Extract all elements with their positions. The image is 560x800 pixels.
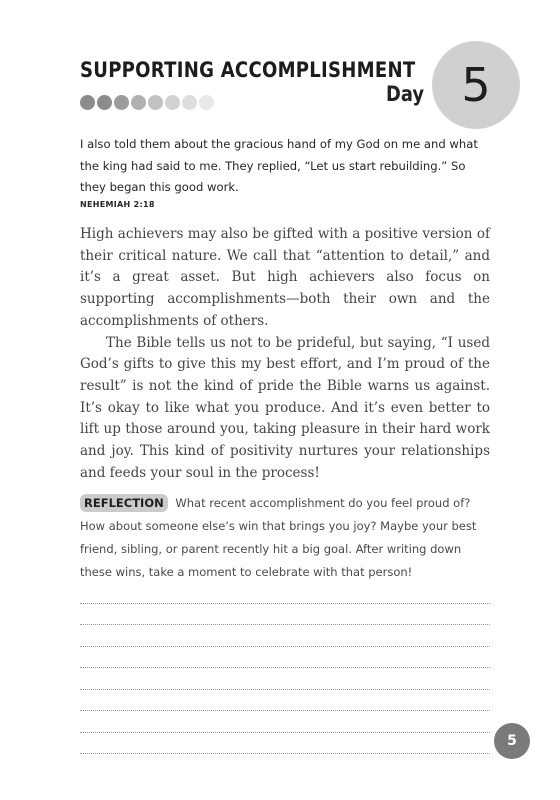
day-number: 5 (461, 58, 491, 112)
writing-line[interactable] (80, 647, 490, 669)
scripture-verse: I also told them about the gracious hand of my God on me and what the king had said to me. They replied, “Let us start rebuilding.” So they began this good work. (80, 137, 478, 194)
progress-dot (97, 95, 112, 110)
reflection-text: What recent accomplishment do you feel proud of? How about someone else’s win that brings you joy? Maybe your best friend, sibling, or parent recently hit a big goal. After writing down these wins, take a moment to celebrate with that person! (80, 496, 477, 579)
writing-line[interactable] (80, 690, 490, 712)
progress-dots (80, 95, 214, 110)
writing-line[interactable] (80, 733, 490, 755)
reflection-badge: REFLECTION (80, 494, 168, 512)
progress-dot (131, 95, 146, 110)
reflection-prompt (80, 492, 494, 584)
writing-line[interactable] (80, 582, 490, 604)
writing-line[interactable] (80, 668, 490, 690)
body-text (80, 224, 490, 484)
progress-dot (114, 95, 129, 110)
writing-line[interactable] (80, 625, 490, 647)
page-title: SUPPORTING ACCOMPLISHMENT (80, 58, 416, 82)
progress-dot (80, 95, 95, 110)
progress-dot (182, 95, 197, 110)
writing-lines[interactable] (80, 582, 490, 754)
progress-dot (199, 95, 214, 110)
progress-dot (165, 95, 180, 110)
page-number: 5 (494, 723, 530, 759)
day-label: Day (386, 82, 424, 106)
body-paragraph: High achievers may also be gifted with a positive version of their critical nature. We call that “attention to detail,” and it’s a great asset. But high achievers also focus on supporting accomplishments—both their own and the accomplishments of others. (80, 226, 490, 329)
scripture-reference: NEHEMIAH 2:18 (80, 200, 155, 209)
day-number-badge (432, 41, 520, 129)
body-paragraph: The Bible tells us not to be prideful, but saying, “I used God’s gifts to give this my best effort, and I’m proud of the result” is not the kind of pride the Bible warns us against. It’s okay to like what you produce. And it’s even better to lift up those around you, taking pleasure in their hard work and joy. This kind of positivity nurtures your relationships and feeds your soul in the process! (80, 334, 490, 481)
writing-line[interactable] (80, 604, 490, 626)
progress-dot (148, 95, 163, 110)
writing-line[interactable] (80, 711, 490, 733)
